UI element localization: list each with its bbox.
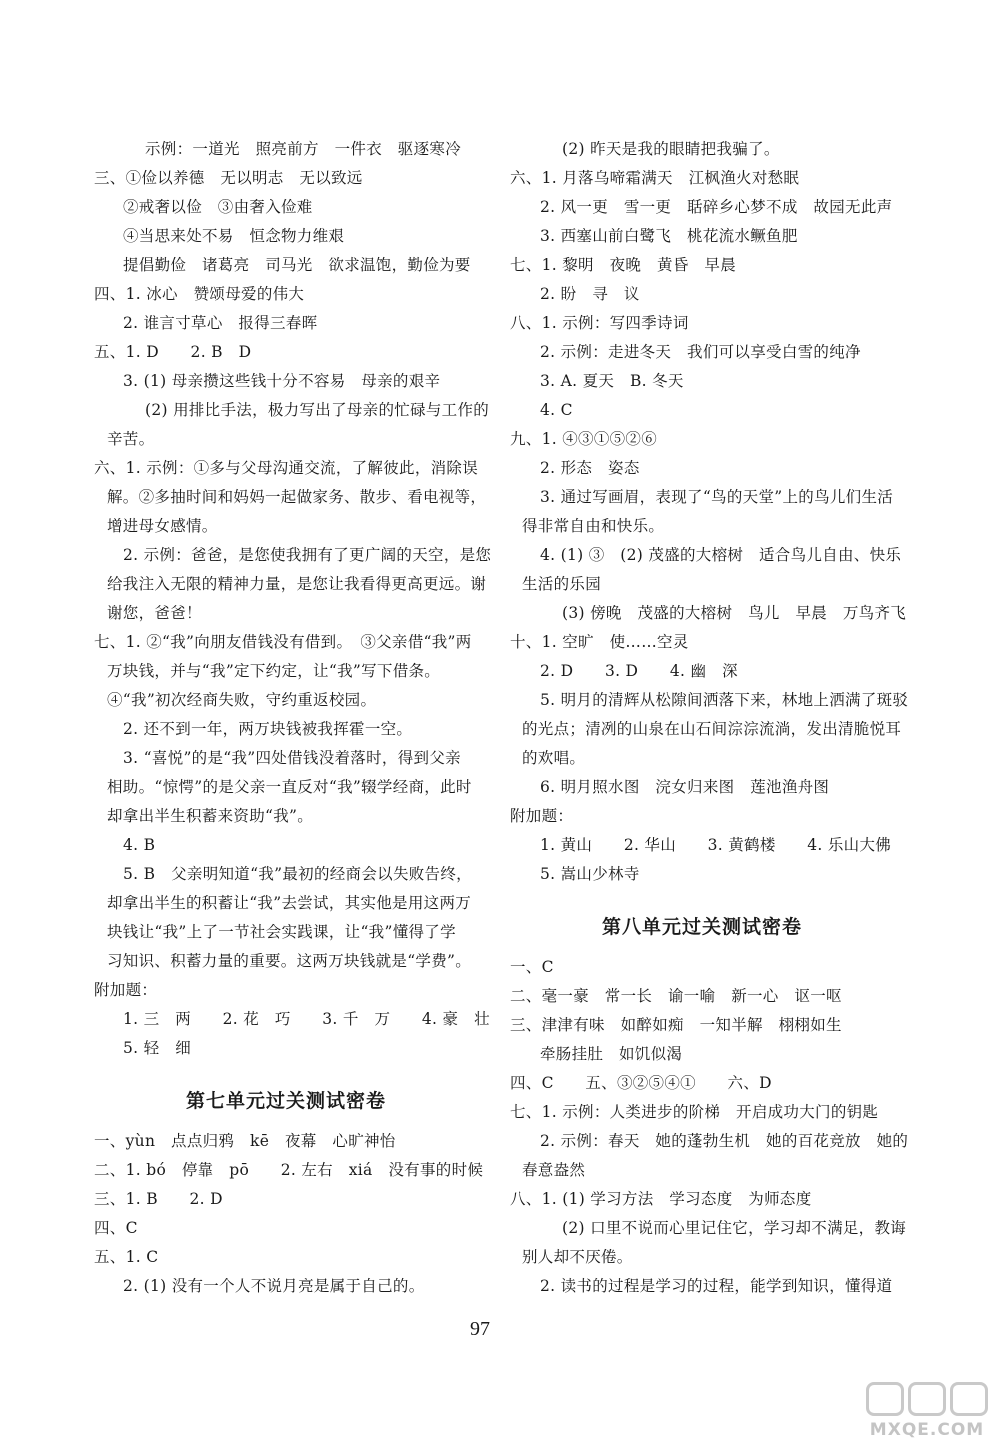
answer-line: 春意盎然 <box>522 1161 586 1179</box>
answer-line: 5. 嵩山少林寺 <box>540 865 640 883</box>
answer-line: 解。②多抽时间和妈妈一起做家务、散步、看电视等， <box>107 488 487 506</box>
answer-line: 示例：一道光 照亮前方 一件衣 驱逐寒冷 <box>145 140 462 158</box>
answer-line: 2. 盼 寻 议 <box>540 285 640 303</box>
answer-line: 习知识、积蓄力量的重要。这两万块钱就是“学费”。 <box>107 952 472 970</box>
answer-line: 一、C <box>510 958 554 976</box>
answer-line: 谢您，爸爸！ <box>107 604 202 622</box>
answer-line: 五、1. D 2. B D <box>94 343 252 361</box>
answer-line: 3. A. 夏天 B. 冬天 <box>540 372 684 390</box>
answer-line: 七、1. 黎明 夜晚 黄昏 早晨 <box>510 256 737 274</box>
answer-line: 二、毫一豪 常一长 谕一喻 新一心 讴一呕 <box>510 987 842 1005</box>
answer-line: 的光点；清冽的山泉在山石间淙淙流淌，发出清脆悦耳 <box>522 720 902 738</box>
answer-line: (3) 傍晚 茂盛的大榕树 鸟儿 早晨 万鸟齐飞 <box>562 604 907 622</box>
answer-line: 附加题： <box>94 981 158 999</box>
answer-line: 却拿出半生的积蓄让“我”去尝试，其实他是用这两万 <box>107 894 472 912</box>
answer-line: ④当思来处不易 恒念物力维艰 <box>123 227 345 245</box>
answer-line: 五、1. C <box>94 1248 159 1266</box>
answer-line: 2. 读书的过程是学习的过程，能学到知识，懂得道 <box>540 1277 893 1295</box>
answer-line: 四、1. 冰心 赞颂母爱的伟大 <box>94 285 305 303</box>
watermark-url: MXQE.COM <box>869 1420 985 1440</box>
watermark-icon <box>862 1382 992 1418</box>
answer-line: 七、1. ②“我”向朋友借钱没有借到。 ③父亲借“我”两 <box>94 633 472 651</box>
answer-line: 增进母女感情。 <box>107 517 218 535</box>
answer-line: 给我注入无限的精神力量，是您让我看得更高更远。谢 <box>107 575 487 593</box>
answer-line: 5. 轻 细 <box>123 1039 192 1057</box>
answer-line: 六、1. 月落乌啼霜满天 江枫渔火对愁眠 <box>510 169 800 187</box>
answer-line: 5. 明月的清辉从松隙间洒落下来，林地上洒满了斑驳 <box>540 691 909 709</box>
answer-line: 牵肠挂肚 如饥似渴 <box>540 1045 683 1063</box>
answer-line: 七、1. 示例：人类进步的阶梯 开启成功大门的钥匙 <box>510 1103 879 1121</box>
answer-line: 九、1. ④③①⑤②⑥ <box>510 430 658 448</box>
answer-line: 三、1. B 2. D <box>94 1190 223 1208</box>
answer-line: 2. 形态 姿态 <box>540 459 640 477</box>
answer-line: 四、C 五、③②⑤④① 六、D <box>510 1074 772 1092</box>
section-heading-unit-8: 第八单元过关测试密卷 <box>602 916 803 938</box>
answer-line: (2) 用排比手法，极力写出了母亲的忙碌与工作的 <box>145 401 490 419</box>
answer-line: 辛苦。 <box>107 430 155 448</box>
answer-line: 八、1. (1) 学习方法 学习态度 为师态度 <box>510 1190 812 1208</box>
answer-line: 5. B 父亲明知道“我”最初的经商会以失败告终， <box>123 865 472 883</box>
answer-line: 万块钱，并与“我”定下约定，让“我”写下借条。 <box>107 662 441 680</box>
answer-line: 三、①俭以养德 无以明志 无以致远 <box>94 169 363 187</box>
answer-line: 2. 风一更 雪一更 聒碎乡心梦不成 故园无此声 <box>540 198 893 216</box>
answer-line: 2. 谁言寸草心 报得三春晖 <box>123 314 318 332</box>
answer-line: (2) 口里不说而心里记住它，学习却不满足，教诲 <box>562 1219 907 1237</box>
answer-line: 4. B <box>123 836 156 854</box>
answer-line: 四、C <box>94 1219 138 1237</box>
answer-line: 十、1. 空旷 使……空灵 <box>510 633 689 651</box>
answer-line: 4. (1) ③ (2) 茂盛的大榕树 适合鸟儿自由、快乐 <box>540 546 902 564</box>
answer-line: 相助。“惊愕”的是父亲一直反对“我”辍学经商，此时 <box>107 778 472 796</box>
answer-line: ②戒奢以俭 ③由奢入俭难 <box>123 198 313 216</box>
answer-line: 2. (1) 没有一个人不说月亮是属于自己的。 <box>123 1277 425 1295</box>
answer-line: 3. 通过写画眉，表现了“鸟的天堂”上的鸟儿们生活 <box>540 488 894 506</box>
answer-line: 2. 示例：春天 她的蓬勃生机 她的百花竞放 她的 <box>540 1132 909 1150</box>
answer-line: ④“我”初次经商失败，守约重返校园。 <box>107 691 377 709</box>
answer-line: 六、1. 示例：①多与父母沟通交流，了解彼此，消除误 <box>94 459 479 477</box>
answer-line: 得非常自由和快乐。 <box>522 517 665 535</box>
answer-line: 2. 还不到一年，两万块钱被我挥霍一空。 <box>123 720 413 738</box>
answer-line: 一、yùn 点点归鸦 kē 夜幕 心旷神怡 <box>94 1132 396 1150</box>
answer-line: 2. D 3. D 4. 幽 深 <box>540 662 738 680</box>
answer-line: 块钱让“我”上了一节社会实践课，让“我”懂得了学 <box>107 923 456 941</box>
answer-line: 八、1. 示例：写四季诗词 <box>510 314 689 332</box>
answer-line: 2. 示例：爸爸，是您使我拥有了更广阔的天空，是您 <box>123 546 492 564</box>
answer-line: 生活的乐园 <box>522 575 602 593</box>
watermark-logo <box>862 1382 992 1440</box>
answer-line: 二、1. bó 停靠 pō 2. 左右 xiá 没有事的时候 <box>94 1161 484 1179</box>
section-heading-unit-7: 第七单元过关测试密卷 <box>186 1090 387 1112</box>
answer-line: 3. (1) 母亲攒这些钱十分不容易 母亲的艰辛 <box>123 372 441 390</box>
answer-line: 的欢唱。 <box>522 749 586 767</box>
answer-line: 1. 三 两 2. 花 巧 3. 千 万 4. 豪 壮 <box>123 1010 490 1028</box>
answer-line: 6. 明月照水图 浣女归来图 莲池渔舟图 <box>540 778 830 796</box>
answer-line: 却拿出半生积蓄来资助“我”。 <box>107 807 314 825</box>
answer-line: 2. 示例：走进冬天 我们可以享受白雪的纯净 <box>540 343 861 361</box>
answer-line: 1. 黄山 2. 华山 3. 黄鹤楼 4. 乐山大佛 <box>540 836 892 854</box>
answer-line: 3. “喜悦”的是“我”四处借钱没着落时，得到父亲 <box>123 749 461 767</box>
answer-line: 3. 西塞山前白鹭飞 桃花流水鳜鱼肥 <box>540 227 798 245</box>
answer-line: 提倡勤俭 诸葛亮 司马光 欲求温饱，勤俭为要 <box>123 256 471 274</box>
answer-line: 附加题： <box>510 807 574 825</box>
answer-line: 4. C <box>540 401 573 419</box>
answer-line: 三、津津有味 如醉如痴 一知半解 栩栩如生 <box>510 1016 842 1034</box>
answer-line: (2) 昨天是我的眼睛把我骗了。 <box>562 140 780 158</box>
page-number: 97 <box>470 1318 490 1340</box>
answer-line: 别人却不厌倦。 <box>522 1248 633 1266</box>
